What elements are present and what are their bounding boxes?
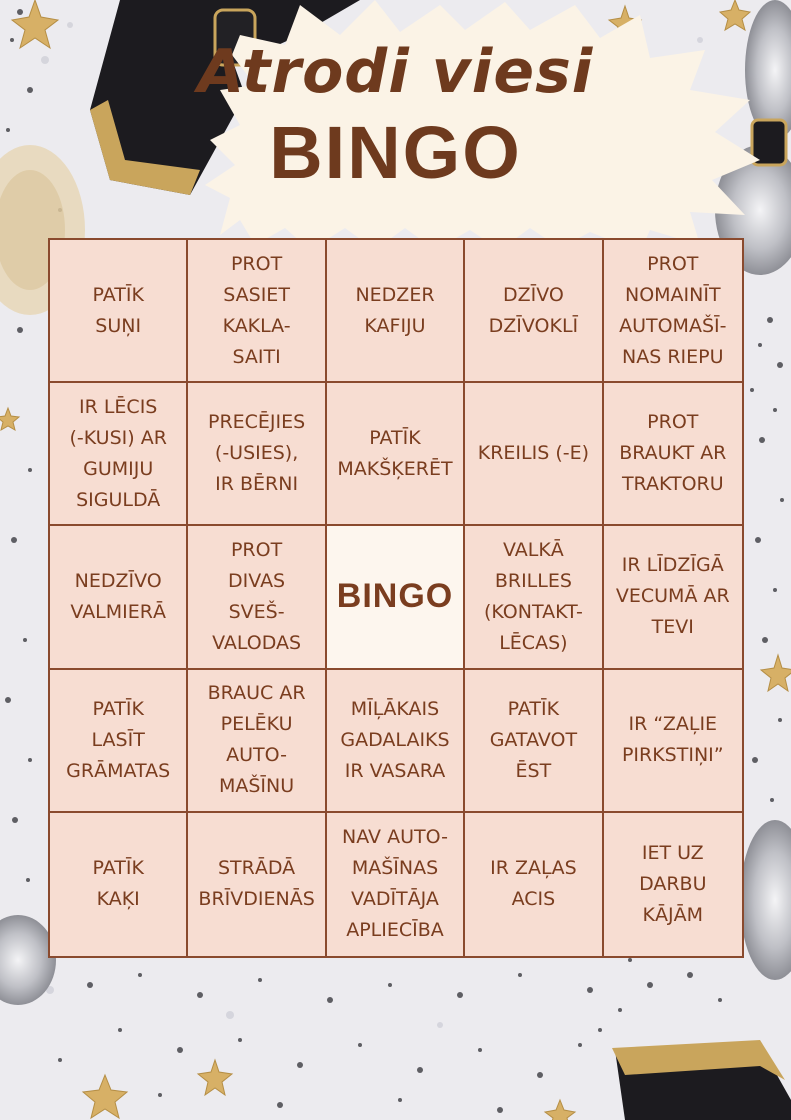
- bingo-cell[interactable]: PROT BRAUKT AR TRAKTORU: [604, 383, 742, 526]
- bingo-cell[interactable]: BRAUC AR PELĒKU AUTO- MAŠĪNU: [188, 670, 326, 813]
- bingo-cell[interactable]: VALKĀ BRILLES (KONTAKT- LĒCAS): [465, 526, 603, 669]
- bingo-cell[interactable]: PROT DIVAS SVEŠ- VALODAS: [188, 526, 326, 669]
- bingo-cell[interactable]: MĪĻĀKAIS GADALAIKS IR VASARA: [327, 670, 465, 813]
- bingo-cell[interactable]: DZĪVO DZĪVOKLĪ: [465, 240, 603, 383]
- bingo-cell[interactable]: PATĪK SUŅI: [50, 240, 188, 383]
- bingo-cell[interactable]: IR LĒCIS (-KUSI) AR GUMIJU SIGULDĀ: [50, 383, 188, 526]
- bingo-free-cell[interactable]: BINGO: [327, 526, 465, 669]
- bingo-cell[interactable]: PATĪK MAKŠĶERĒT: [327, 383, 465, 526]
- title-script: Atrodi viesi: [197, 37, 594, 107]
- title-area: [0, 0, 791, 240]
- bingo-cell[interactable]: PRECĒJIES (-USIES), IR BĒRNI: [188, 383, 326, 526]
- bingo-cell[interactable]: NAV AUTO- MAŠĪNAS VADĪTĀJA APLIECĪBA: [327, 813, 465, 956]
- bingo-cell[interactable]: STRĀDĀ BRĪVDIENĀS: [188, 813, 326, 956]
- bingo-cell[interactable]: IR ZAĻAS ACIS: [465, 813, 603, 956]
- bow-tie-icon: [612, 1040, 791, 1120]
- bingo-cell[interactable]: NEDZĪVO VALMIERĀ: [50, 526, 188, 669]
- bingo-cell[interactable]: PROT SASIET KAKLA- SAITI: [188, 240, 326, 383]
- title-bingo: BINGO: [269, 111, 522, 194]
- bingo-cell[interactable]: IET UZ DARBU KĀJĀM: [604, 813, 742, 956]
- bingo-cell[interactable]: PATĪK GATAVOT ĒST: [465, 670, 603, 813]
- bingo-cell[interactable]: PATĪK KAĶI: [50, 813, 188, 956]
- bingo-grid: [48, 238, 744, 958]
- bingo-cell[interactable]: PATĪK LASĪT GRĀMATAS: [50, 670, 188, 813]
- bingo-cell[interactable]: IR “ZAĻIE PIRKSTIŅI”: [604, 670, 742, 813]
- bingo-cell[interactable]: IR LĪDZĪGĀ VECUMĀ AR TEVI: [604, 526, 742, 669]
- bingo-cell[interactable]: KREILIS (-E): [465, 383, 603, 526]
- bingo-cell[interactable]: NEDZER KAFIJU: [327, 240, 465, 383]
- bingo-cell[interactable]: PROT NOMAINĪT AUTOMAŠĪ- NAS RIEPU: [604, 240, 742, 383]
